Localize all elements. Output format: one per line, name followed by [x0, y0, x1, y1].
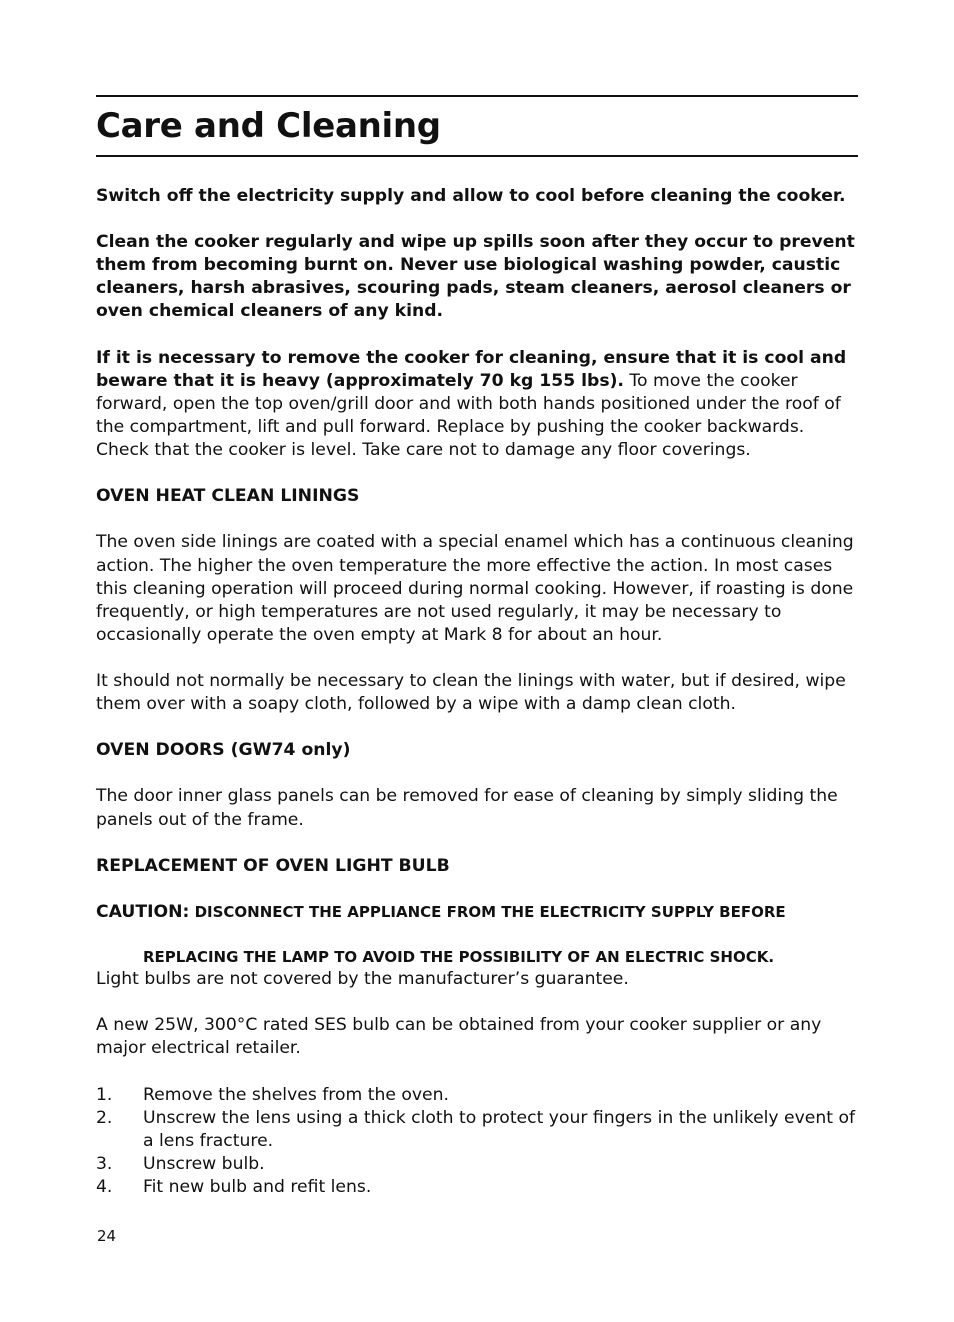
intro-moving-cooker: [96, 347, 858, 462]
list-item: [96, 1107, 858, 1153]
list-item: [96, 1084, 858, 1107]
list-item: [96, 1176, 858, 1199]
page-title: Care and Cleaning: [96, 106, 441, 146]
caution-text-1: DISCONNECT THE APPLIANCE FROM THE ELECTRICITY SUPPLY BEFORE: [189, 902, 786, 921]
doors-paragraph: The door inner glass panels can be removed for ease of cleaning by simply sliding the panels out of the frame.: [96, 786, 838, 830]
intro-warning: Switch off the electricity supply and allow to cool before cleaning the cooker.: [96, 186, 846, 206]
bulb-steps-list: [96, 1084, 858, 1199]
linings-heading: OVEN HEAT CLEAN LININGS: [96, 486, 360, 507]
step-text: Unscrew the lens using a thick cloth to protect your fingers in the unlikely event of a lens fracture.: [143, 1107, 856, 1151]
bulb-guarantee-note: Light bulbs are not covered by the manufacturer’s guarantee.: [96, 969, 629, 990]
caution-line-1: [96, 901, 858, 924]
moving-warning: If it is necessary to remove the cooker for cleaning, ensure that it is cool and beware that it is heavy (approximately 70 kg 155 lbs).: [96, 347, 847, 391]
step-number: 1.: [96, 1084, 113, 1105]
list-item: [96, 1153, 858, 1176]
step-number: 4.: [96, 1176, 113, 1197]
content: [96, 185, 858, 1199]
caution-label: CAUTION:: [96, 901, 190, 922]
linings-paragraph-1: The oven side linings are coated with a special enamel which has a continuous cleaning action. The higher the oven temperature the more effective the action. In most cases this cleaning operation will proceed during normal cooking. However, if roasting is done frequently, or high temperatures are not used regularly, it may be necessary to occasionally operate the oven empty at Mark 8 for about an hour.: [96, 532, 854, 645]
page-number: 24: [97, 1227, 117, 1245]
bulb-heading: REPLACEMENT OF OVEN LIGHT BULB: [96, 855, 450, 876]
step-text: Fit new bulb and refit lens.: [143, 1176, 372, 1197]
page: [96, 95, 858, 1199]
step-number: 2.: [96, 1107, 113, 1128]
caution-line-2: REPLACING THE LAMP TO AVOID THE POSSIBILITY OF AN ELECTRIC SHOCK.: [143, 948, 775, 967]
moving-instructions: To move the cooker forward, open the top oven/grill door and with both hands positioned under the roof of the compartment, lift and pull forward. Replace by pushing the cooker backwards. Check that the cooker is level. Take care not to damage any floor coverings.: [96, 370, 841, 461]
doors-heading: OVEN DOORS (GW74 only): [96, 740, 351, 761]
step-text: Unscrew bulb.: [143, 1153, 265, 1174]
linings-paragraph-2: It should not normally be necessary to clean the linings with water, but if desired, wipe them over with a soapy cloth, followed by a wipe with a damp clean cloth.: [96, 670, 846, 715]
step-number: 3.: [96, 1153, 113, 1174]
step-text: Remove the shelves from the oven.: [143, 1084, 449, 1105]
title-rule: [96, 155, 858, 157]
bulb-supplier-note: A new 25W, 300°C rated SES bulb can be obtained from your cooker supplier or any major electrical retailer.: [96, 1015, 822, 1059]
intro-cleaning-advice: Clean the cooker regularly and wipe up spills soon after they occur to prevent them from becoming burnt on. Never use biological washing powder, caustic cleaners, harsh abrasives, scouring pads, steam cleaners, aerosol cleaners or oven chemical cleaners of any kind.: [96, 232, 855, 322]
